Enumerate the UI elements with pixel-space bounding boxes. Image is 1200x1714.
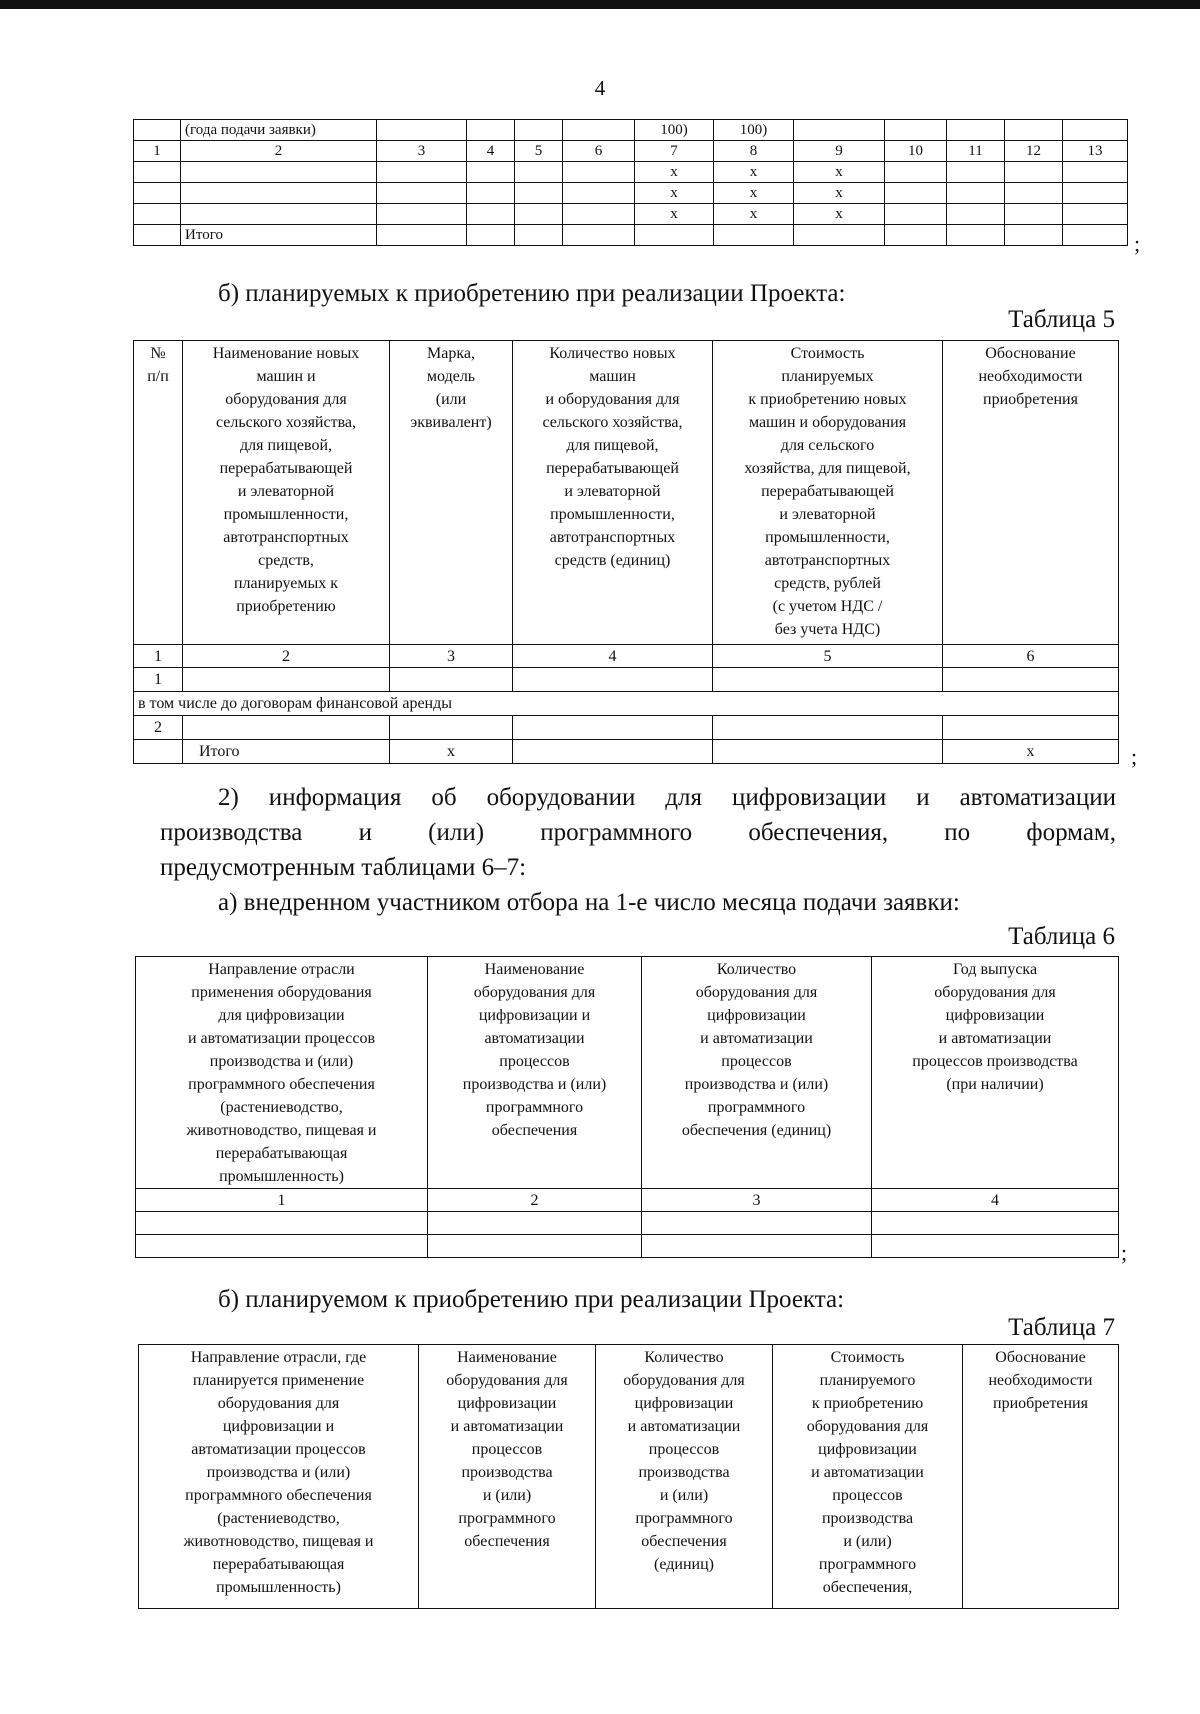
x-mark: х	[635, 183, 714, 204]
para-2-line-3: предусмотренным таблицами 6–7:	[160, 854, 527, 881]
page-number: 4	[594, 76, 606, 100]
column-number: 12	[1005, 141, 1063, 162]
table-5-caption: Таблица 5	[1008, 306, 1115, 333]
lease-row	[134, 692, 1119, 716]
header-cell: Количество оборудования для цифровизации и автоматизации процессов производства и (или) программного обеспечения (единиц)	[596, 1345, 773, 1609]
total-row	[134, 740, 1119, 764]
total-label: Итого	[183, 740, 390, 764]
column-number: 2	[428, 1189, 642, 1212]
table-7-caption: Таблица 7	[1008, 1314, 1115, 1341]
column-number: 3	[390, 645, 513, 668]
table-7	[138, 1344, 1119, 1609]
x-mark: х	[943, 740, 1119, 764]
semicolon: ;	[1134, 231, 1141, 256]
column-number: 3	[377, 141, 467, 162]
row-number: 1	[134, 668, 183, 692]
table-5-header	[134, 341, 1119, 645]
header-cell: Год выпуска оборудования для цифровизации и автоматизации процессов производства (при наличии)	[872, 957, 1119, 1189]
header-cell: Наименование оборудования для цифровизации и автоматизации процессов производства и (или) программного обеспечения	[428, 957, 642, 1189]
header-cell: Наименование новых машин и оборудования для сельского хозяйства, для пищевой, перерабатывающей и элеваторной промышленности, автотранспортных средств, планируемых к приобретению	[183, 341, 390, 645]
table-row	[134, 716, 1119, 740]
x-mark: х	[794, 204, 885, 225]
header-cell: 100)	[635, 120, 714, 141]
column-number: 4	[467, 141, 515, 162]
column-number: 10	[885, 141, 947, 162]
x-mark: х	[390, 740, 513, 764]
para-2-line-1: 2) информация об оборудовании для цифровизации и автоматизации	[218, 784, 1116, 811]
section-a-heading: а) внедренном участником отбора на 1-е число месяца подачи заявки:	[218, 889, 960, 916]
table-6-header	[136, 957, 1119, 1189]
lease-label: в том числе до договорам финансовой аренды	[134, 692, 1119, 716]
table-7-header	[139, 1345, 1119, 1609]
section-b2-heading: б) планируемом к приобретению при реализации Проекта:	[218, 1286, 845, 1313]
table-row	[136, 1212, 1119, 1235]
x-mark: х	[714, 183, 794, 204]
total-row	[134, 225, 1128, 246]
column-number: 2	[183, 645, 390, 668]
column-number: 5	[515, 141, 563, 162]
header-cell: Наименование оборудования для цифровизации и автоматизации процессов производства и (или) программного обеспечения	[419, 1345, 596, 1609]
header-cell: Обоснование необходимости приобретения	[943, 341, 1119, 645]
total-label: Итого	[181, 225, 377, 246]
column-number-row	[134, 141, 1128, 162]
header-cell: Направление отрасли, где планируется применение оборудования для цифровизации и автоматизации процессов производства и (или) программного обеспечения (растениеводство, животноводство, пищевая и перерабатывающая промышленность)	[139, 1345, 419, 1609]
column-number: 1	[134, 645, 183, 668]
semicolon: ;	[1121, 1240, 1128, 1265]
column-number: 13	[1063, 141, 1128, 162]
header-cell: Количество новых машин и оборудования для сельского хозяйства, для пищевой, перерабатывающей и элеваторной промышленности, автотранспортных средств (единиц)	[513, 341, 713, 645]
column-number: 6	[563, 141, 635, 162]
column-number: 1	[134, 141, 181, 162]
column-number: 11	[947, 141, 1005, 162]
header-cell: Направление отрасли применения оборудования для цифровизации и автоматизации процессов производства и (или) программного обеспечения (растениеводство, животноводство, пищевая и перерабатывающая промышленность)	[136, 957, 428, 1189]
table-row	[134, 668, 1119, 692]
column-number: 6	[943, 645, 1119, 668]
column-number: 4	[513, 645, 713, 668]
section-b1-heading: б) планируемых к приобретению при реализации Проекта:	[218, 280, 846, 307]
table-row	[134, 162, 1128, 183]
header-cell: Стоимость планируемого к приобретению оборудования для цифровизации и автоматизации процессов производства и (или) программного обеспечения,	[773, 1345, 963, 1609]
header-cell: (года подачи заявки)	[181, 120, 377, 141]
x-mark: х	[635, 204, 714, 225]
column-number-row	[136, 1189, 1119, 1212]
table-6-caption: Таблица 6	[1008, 923, 1115, 950]
header-cell: Количество оборудования для цифровизации и автоматизации процессов производства и (или) программного обеспечения (единиц)	[642, 957, 872, 1189]
column-number: 4	[872, 1189, 1119, 1212]
column-number: 5	[713, 645, 943, 668]
scan-top-edge	[0, 0, 1200, 9]
header-cell: Обоснование необходимости приобретения	[963, 1345, 1119, 1609]
column-number: 7	[635, 141, 714, 162]
column-number: 3	[642, 1189, 872, 1212]
column-number-row	[134, 645, 1119, 668]
table-4-continuation	[133, 119, 1128, 246]
table-row	[134, 204, 1128, 225]
x-mark: х	[794, 183, 885, 204]
table-4-header-tail	[134, 120, 1128, 141]
column-number: 8	[714, 141, 794, 162]
table-row	[134, 183, 1128, 204]
header-cell: № п/п	[134, 341, 183, 645]
para-2-line-2: производства и (или) программного обеспечения, по формам,	[160, 819, 1116, 846]
header-cell: Марка, модель (или эквивалент)	[390, 341, 513, 645]
table-6	[135, 956, 1119, 1258]
column-number: 2	[181, 141, 377, 162]
x-mark: х	[714, 204, 794, 225]
header-cell: 100)	[714, 120, 794, 141]
row-number: 2	[134, 716, 183, 740]
column-number: 1	[136, 1189, 428, 1212]
header-cell: Стоимость планируемых к приобретению новых машин и оборудования для сельского хозяйства, для пищевой, перерабатывающей и элеваторной промышленности, автотранспортных средств, рублей (с учетом НДС / без учета НДС)	[713, 341, 943, 645]
table-row	[136, 1235, 1119, 1258]
x-mark: х	[794, 162, 885, 183]
x-mark: х	[635, 162, 714, 183]
column-number: 9	[794, 141, 885, 162]
table-5	[133, 340, 1119, 764]
semicolon: ;	[1131, 744, 1138, 769]
x-mark: х	[714, 162, 794, 183]
